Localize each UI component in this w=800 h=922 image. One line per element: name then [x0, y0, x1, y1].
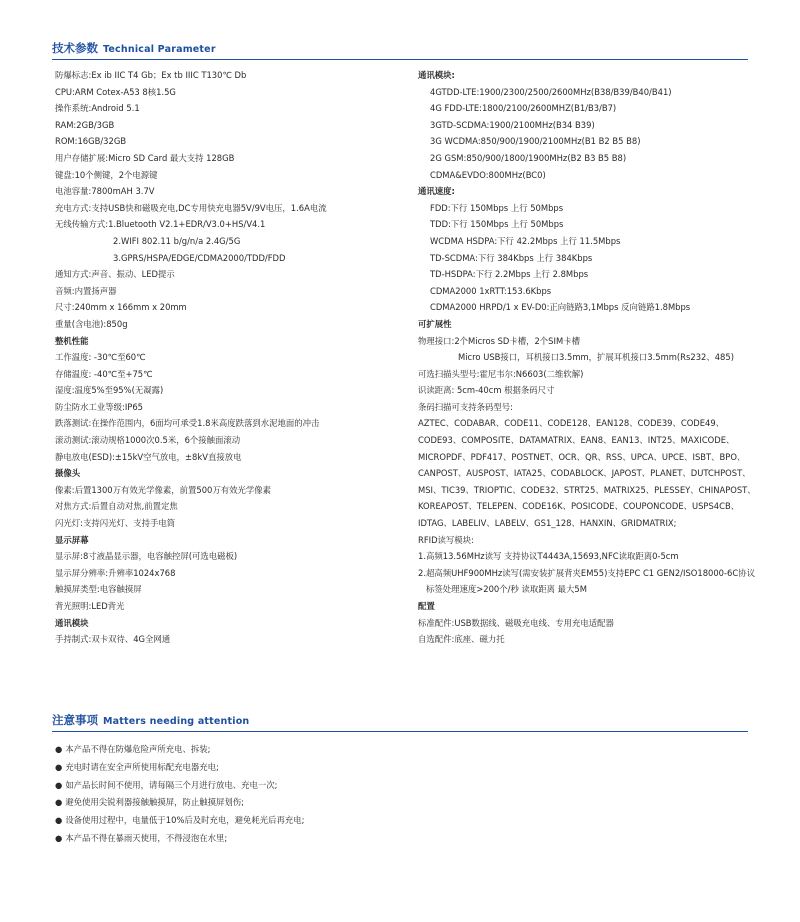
spec-line: 3G WCDMA:850/900/1900/2100MHz(B1 B2 B5 B8) — [430, 136, 641, 147]
spec-line: 湿度:温度5%至95%(无凝露) — [55, 385, 164, 396]
attention-title-en: Matters needing attention — [103, 716, 250, 727]
attention-title-cn: 注意事项 — [52, 713, 98, 727]
spec-line: 3.GPRS/HSPA/EDGE/CDMA2000/TDD/FDD — [113, 252, 286, 263]
attention-item-text: 本产品不得在暴雨天使用，不得浸泡在水里; — [65, 832, 228, 843]
spec-line: CODE93、COMPOSITE、DATAMATRIX、EAN8、EAN13、INT25、MAXICODE、 — [418, 435, 735, 446]
spec-line: 滚动测试:滚动规格1000次0.5米，6个接触面滚动 — [55, 435, 241, 446]
spec-line: TD-SCDMA:下行 384Kbps 上行 384Kbps — [430, 252, 593, 263]
spec-line: FDD:下行 150Mbps 上行 50Mbps — [430, 202, 564, 213]
spec-line: 无线传输方式:1.Bluetooth V2.1+EDR/V3.0+HS/V4.1 — [55, 219, 266, 230]
spec-line: 音频:内置扬声器 — [55, 285, 117, 296]
attention-item — [55, 759, 305, 777]
spec-line: CDMA&EVDO:800MHz(BC0) — [430, 169, 546, 180]
spec-line: 显示屏分辨率:升辨率1024x768 — [55, 567, 176, 578]
spec-line: ROM:16GB/32GB — [55, 136, 127, 147]
spec-line: 2.WIFI 802.11 b/g/n/a 2.4G/5G — [113, 235, 241, 246]
spec-line: MSI、TIC39、TRIOPTIC、CODE32、STRT25、MATRIX25、PLESSEY、CHINAPOST、 — [418, 484, 756, 495]
spec-line: 标准配件:USB数据线、磁吸充电线、专用充电适配器 — [418, 617, 614, 628]
spec-section-heading: 整机性能 — [55, 335, 89, 346]
attention-item — [55, 741, 305, 759]
spec-section-heading: 显示屏幕 — [55, 534, 89, 545]
spec-section-heading: 通讯模块 — [55, 617, 89, 628]
spec-line: 存储温度: -40℃至+75℃ — [55, 368, 153, 379]
spec-line: RAM:2GB/3GB — [55, 119, 115, 130]
spec-line: 标签处理速度>200个/秒 读取距离 最大5M — [426, 584, 587, 595]
attention-item — [55, 830, 305, 848]
spec-line: 手持制式:双卡双待、4G全网通 — [55, 634, 171, 645]
attention-item — [55, 794, 305, 812]
attention-item-text: 设备使用过程中，电量低于10%后及时充电，避免耗光后再充电; — [65, 815, 305, 826]
spec-line: 充电方式:支持USB快和磁吸充电,DC专用快充电器5V/9V电压，1.6A电流 — [55, 202, 327, 213]
spec-line: 像素:后置1300万有效光学像素，前置500万有效光学像素 — [55, 484, 271, 495]
attention-item — [55, 812, 305, 830]
spec-line: CDMA2000 HRPD/1 x EV-D0:正向链路3,1Mbps 反向链路1.8Mbps — [430, 302, 691, 313]
spec-line: 背光照明:LED背光 — [55, 601, 125, 611]
spec-line: Micro USB接口，耳机接口3.5mm，扩展耳机接口3.5mm(Rs232、485) — [458, 352, 734, 363]
spec-line: 重量(含电池):850g — [55, 318, 128, 329]
spec-line: 自选配件:底座、磁力托 — [418, 634, 505, 645]
bullet-icon: ● — [55, 761, 63, 772]
spec-section-heading: 可扩展性 — [418, 318, 452, 329]
spec-line: MICROPDF、PDF417、POSTNET、OCR、QR、RSS、UPCA、UPCE、ISBT、BPO、 — [418, 451, 746, 462]
spec-line: 通知方式:声音、振动、LED提示 — [55, 269, 175, 280]
spec-section-heading: 通讯模块: — [418, 70, 455, 80]
spec-line: TD-HSDPA:下行 2.2Mbps 上行 2.8Mbps — [430, 269, 589, 280]
spec-line: 1.高频13.56MHz读写 支持协议T4443A,15693,NFC读取距离0-5cm — [418, 551, 679, 562]
spec-line: 静电放电(ESD):±15kV空气放电，±8kV直接放电 — [55, 451, 242, 462]
attention-list — [55, 741, 305, 848]
attention-item-text: 如产品长时间不使用，请每隔三个月进行放电、充电一次; — [65, 779, 278, 790]
technical-parameter-title — [52, 40, 748, 56]
spec-line: CANPOST、AUSPOST、IATA25、CODABLOCK、JAPOST、PLANET、DUTCHPOST、 — [418, 468, 751, 479]
spec-line: 电池容量:7800mAH 3.7V — [55, 186, 155, 197]
attention-divider — [52, 731, 748, 732]
spec-line: 4GTDD-LTE:1900/2300/2500/2600MHz(B38/B39/B40/B41) — [430, 86, 672, 97]
attention-header — [52, 712, 748, 732]
spec-line: CPU:ARM Cotex-A53 8核1.5G — [55, 86, 176, 97]
spec-line: 闪光灯:支持闪光灯、支持手电筒 — [55, 518, 176, 529]
spec-line: TDD:下行 150Mbps 上行 50Mbps — [430, 219, 564, 230]
spec-line: 键盘:10个侧键，2个电源键 — [55, 169, 158, 180]
spec-line: 对焦方式:后置自动对焦,前置定焦 — [55, 501, 178, 512]
spec-line: CDMA2000 1xRTT:153.6Kbps — [430, 285, 552, 296]
attention-item — [55, 777, 305, 795]
attention-item-text: 充电时请在安全声所使用标配充电器充电; — [65, 761, 219, 772]
bullet-icon: ● — [55, 797, 63, 808]
spec-line: 工作温度: -30℃至60℃ — [55, 352, 146, 363]
spec-line: KOREAPOST、TELEPEN、CODE16K、POSICODE、COUPONCODE、USPS4CB、 — [418, 501, 740, 512]
spec-line: 跌落测试:在操作范围内，6面均可承受1.8米高度跌落到水泥地面的冲击 — [55, 418, 320, 429]
bullet-icon: ● — [55, 744, 63, 754]
spec-line: 条码扫描可支持条码型号: — [418, 401, 513, 412]
technical-parameter-header — [52, 40, 748, 60]
attention-title — [52, 712, 748, 728]
technical-parameter-divider — [52, 59, 748, 60]
spec-line: 显示屏:8寸液晶显示器，电容触控屏(可选电磁板) — [55, 551, 238, 562]
spec-line: RFID读写模块: — [418, 534, 474, 545]
spec-line: 2.超高频UHF900MHz读写(需安装扩展背夹EM55)支持EPC C1 GEN2/ISO18000-6C协议 — [418, 567, 755, 578]
spec-line: 用户存储扩展:Micro SD Card 最大支持 128GB — [55, 152, 235, 163]
bullet-icon: ● — [55, 815, 63, 826]
technical-parameter-title-en: Technical Parameter — [103, 44, 216, 55]
spec-line: 2G GSM:850/900/1800/1900MHz(B2 B3 B5 B8) — [430, 152, 627, 163]
spec-line: 防尘防水工业等级:IP65 — [55, 401, 143, 412]
spec-line: AZTEC、CODABAR、CODE11、CODE128、EAN128、CODE39、CODE49、 — [418, 418, 725, 429]
spec-line: 防爆标志:Ex ib IIC T4 Gb；Ex tb IIIC T130℃ Db — [55, 70, 247, 80]
spec-line: 触摸屏类型:电容触摸屏 — [55, 584, 142, 595]
spec-line: 操作系统:Android 5.1 — [55, 103, 140, 114]
spec-column-left — [55, 67, 405, 648]
attention-item-text: 本产品不得在防爆危险声所充电、拆装; — [65, 744, 211, 754]
spec-line: 可选扫描头型号:霍尼韦尔:N6603(二维软解) — [418, 368, 584, 379]
spec-section-heading: 配置 — [418, 601, 435, 611]
spec-line: 物理接口:2个Micros SD卡槽，2个SIM卡槽 — [418, 335, 580, 346]
spec-line: 4G FDD-LTE:1800/2100/2600MHZ(B1/B3/B7) — [430, 103, 617, 114]
spec-column-right — [418, 67, 758, 648]
spec-line: 尺寸:240mm x 166mm x 20mm — [55, 302, 187, 313]
spec-section-heading: 摄像头 — [55, 468, 81, 479]
spec-line: WCDMA HSDPA:下行 42.2Mbps 上行 11.5Mbps — [430, 235, 621, 246]
spec-section-heading: 通讯速度: — [418, 186, 455, 197]
technical-parameter-title-cn: 技术参数 — [52, 41, 98, 55]
bullet-icon: ● — [55, 832, 63, 843]
spec-line: 3GTD-SCDMA:1900/2100MHz(B34 B39) — [430, 119, 595, 130]
spec-line: IDTAG、LABELIV、LABELV、GS1_128、HANXIN、GRIDMATRIX; — [418, 518, 677, 529]
attention-item-text: 避免使用尖锐利器接触触摸屏，防止触摸屏划伤; — [65, 797, 245, 808]
bullet-icon: ● — [55, 779, 63, 790]
spec-line: 识读距离: 5cm-40cm 根据条码尺寸 — [418, 385, 555, 396]
